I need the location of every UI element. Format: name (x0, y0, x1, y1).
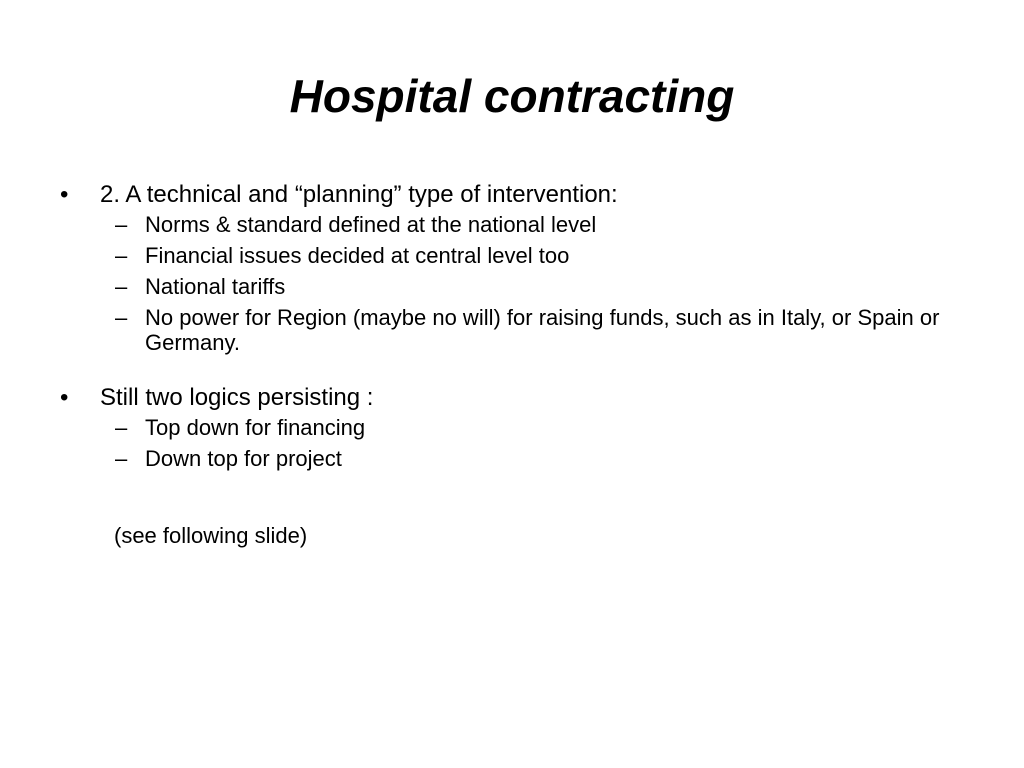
sub-item-text: Norms & standard defined at the national level (145, 212, 597, 237)
dash-marker: – (115, 243, 128, 268)
spacer (60, 361, 960, 381)
bullet-item (60, 178, 960, 212)
dash-marker: – (115, 212, 128, 237)
bullet-marker: • (60, 384, 69, 411)
sub-item-text: Top down for financing (145, 415, 366, 440)
slide-body (60, 178, 960, 477)
dash-marker: – (115, 274, 128, 299)
sub-item (60, 305, 960, 355)
sub-item-text: Down top for project (145, 446, 342, 471)
bullet-text: Still two logics persisting : (100, 384, 374, 411)
dash-marker: – (115, 446, 128, 471)
sub-item-text: Financial issues decided at central level too (145, 243, 570, 268)
sub-item (60, 243, 960, 268)
dash-marker: – (115, 305, 128, 330)
sub-item-text: No power for Region (maybe no will) for raising funds, such as in Italy, or Spain or Germany. (145, 305, 940, 355)
sub-list (60, 212, 960, 355)
sub-item (60, 212, 960, 237)
sub-list (60, 415, 960, 471)
bullet-item (60, 381, 960, 415)
bullet-text: 2. A technical and “planning” type of intervention: (100, 181, 618, 208)
sub-item-text: National tariffs (145, 274, 286, 299)
sub-item (60, 446, 960, 471)
slide-note: (see following slide) (114, 523, 308, 548)
dash-marker: – (115, 415, 128, 440)
slide-title: Hospital contracting (289, 70, 735, 122)
sub-item (60, 415, 960, 440)
bullet-marker: • (60, 181, 69, 208)
sub-item (60, 274, 960, 299)
